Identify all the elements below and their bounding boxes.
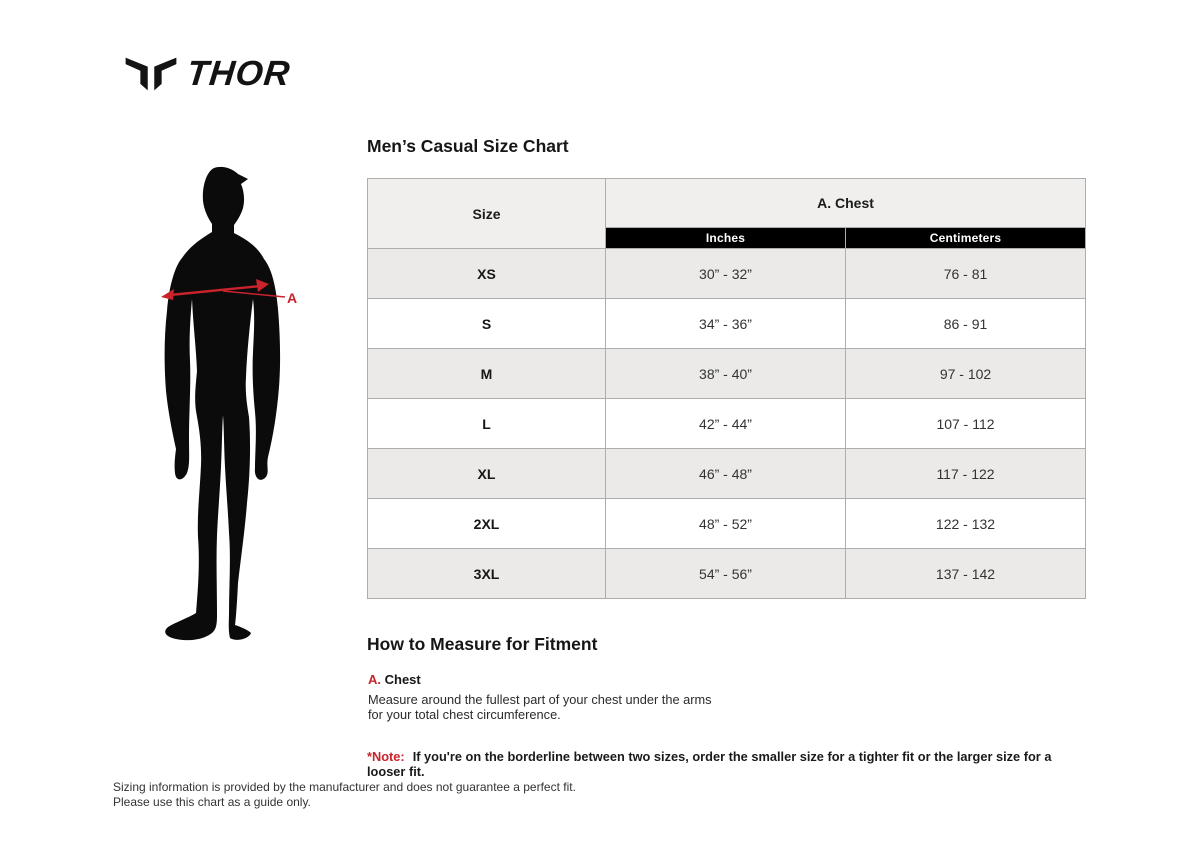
size-label: XL — [368, 449, 606, 499]
size-label: L — [368, 399, 606, 449]
table-row — [368, 349, 1086, 399]
inches-value: 30” - 32” — [606, 249, 846, 299]
thor-horns-icon — [124, 52, 178, 96]
inches-value: 38” - 40” — [606, 349, 846, 399]
centimeters-value: 117 - 122 — [846, 449, 1086, 499]
size-label: XS — [368, 249, 606, 299]
chest-measure-instructions — [368, 672, 738, 722]
centimeters-value: 97 - 102 — [846, 349, 1086, 399]
brand-logo — [124, 52, 293, 96]
column-header-size: Size — [368, 179, 606, 249]
measure-label: Chest — [384, 672, 421, 687]
table-row — [368, 549, 1086, 599]
brand-wordmark: THOR — [185, 54, 293, 93]
measure-heading — [368, 672, 738, 687]
disclaimer — [113, 780, 576, 810]
inches-value: 34” - 36” — [606, 299, 846, 349]
centimeters-value: 86 - 91 — [846, 299, 1086, 349]
centimeters-value: 122 - 132 — [846, 499, 1086, 549]
unit-header-inches: Inches — [606, 228, 846, 249]
disclaimer-line-1: Sizing information is provided by the manufacturer and does not guarantee a perfect fit. — [113, 780, 576, 794]
fitment-section-title: How to Measure for Fitment — [367, 634, 598, 654]
inches-value: 46” - 48” — [606, 449, 846, 499]
chest-marker-label: A — [287, 290, 298, 306]
size-label: S — [368, 299, 606, 349]
disclaimer-line-2: Please use this chart as a guide only. — [113, 795, 311, 809]
table-row — [368, 249, 1086, 299]
table-row — [368, 399, 1086, 449]
table-row — [368, 499, 1086, 549]
centimeters-value: 76 - 81 — [846, 249, 1086, 299]
body-silhouette — [147, 166, 299, 644]
size-label: 2XL — [368, 499, 606, 549]
table-row — [368, 449, 1086, 499]
inches-value: 54” - 56” — [606, 549, 846, 599]
size-chart-table — [367, 178, 1086, 599]
page-title: Men’s Casual Size Chart — [367, 136, 569, 156]
inches-value: 42” - 44” — [606, 399, 846, 449]
size-label: M — [368, 349, 606, 399]
centimeters-value: 107 - 112 — [846, 399, 1086, 449]
note-label: *Note: — [367, 749, 405, 764]
unit-header-centimeters: Centimeters — [846, 228, 1086, 249]
measure-description: Measure around the fullest part of your chest under the arms for your total chest circumference. — [368, 692, 712, 722]
note-text: If you're on the borderline between two sizes, order the smaller size for a tighter fit or the larger size for a looser fit. — [367, 749, 1052, 779]
centimeters-value: 137 - 142 — [846, 549, 1086, 599]
table-row — [368, 299, 1086, 349]
sizing-note — [367, 749, 1087, 779]
inches-value: 48” - 52” — [606, 499, 846, 549]
measure-key: A. — [368, 672, 381, 687]
measurement-figure — [147, 166, 299, 644]
column-header-chest: A. Chest — [606, 179, 1086, 228]
size-label: 3XL — [368, 549, 606, 599]
